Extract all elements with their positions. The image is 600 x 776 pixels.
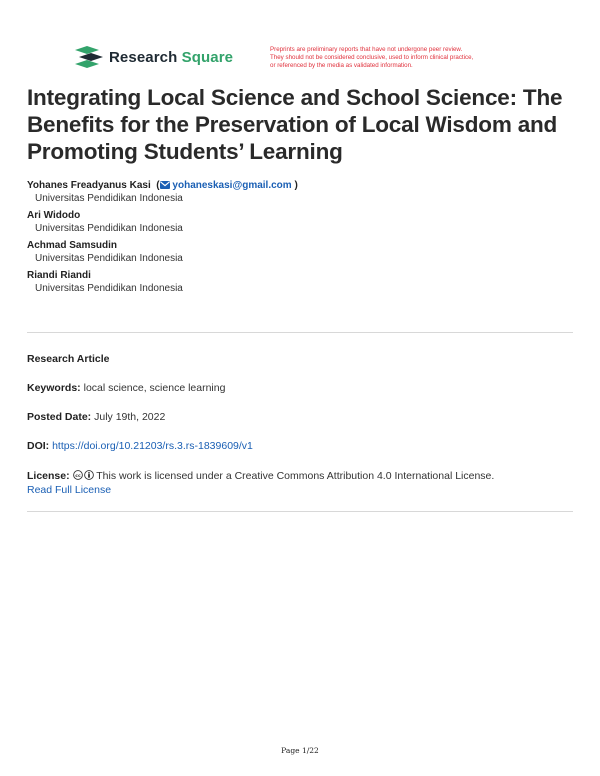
author-entry: Yohanes Freadyanus Kasi ( yohaneskasi@gmail.com ) Universitas Pendidikan Indonesia [27,179,577,206]
author-affiliation: Universitas Pendidikan Indonesia [35,193,183,204]
research-square-logo-icon [75,46,103,68]
doi [27,439,577,453]
page-number: Page 1/22 [281,746,319,755]
logo-word-research: Research [109,48,178,66]
keywords [27,381,577,395]
disclaimer-line: They should not be considered conclusive, used to inform clinical practice, [270,54,474,62]
doi-label: DOI: [27,440,50,452]
header [75,46,545,76]
envelope-icon [160,181,170,189]
author-affiliation: Universitas Pendidikan Indonesia [35,283,183,294]
license-label: License: [27,470,70,482]
article-type-label: Research Article [27,353,110,365]
license-text: This work is licensed under a Creative Commons Attribution 4.0 International License. [96,470,495,482]
logo-text [109,49,233,66]
keywords-value: local science, science learning [83,382,226,394]
preprint-disclaimer [270,46,540,71]
author-entry [27,269,577,296]
author-name: Riandi Riandi [27,270,91,281]
doi-link[interactable]: https://doi.org/10.21203/rs.3.rs-1839609/v1 [52,440,253,452]
posted-date-value: July 19th, 2022 [94,411,166,423]
author-entry [27,209,577,236]
research-square-logo[interactable] [75,46,233,68]
cc-icons [73,470,94,480]
author-affiliation: Universitas Pendidikan Indonesia [35,223,183,234]
divider [27,511,573,512]
posted-date-label: Posted Date: [27,411,92,423]
author-affiliation: Universitas Pendidikan Indonesia [35,253,183,264]
author-list [27,179,577,299]
author-email-link[interactable]: yohaneskasi@gmail.com [172,180,292,191]
paper-title: Integrating Local Science and School Science: The Benefits for the Preservation of Local Wisdom and Promoting Students’ Learning [27,85,563,164]
posted-date [27,410,577,424]
license [27,469,577,497]
creative-commons-icon [73,470,83,480]
disclaimer-line: Preprints are preliminary reports that have not undergone peer review. [270,46,463,53]
logo-word-square: Square [181,48,234,66]
read-full-license-link[interactable]: Read Full License [27,484,112,496]
svg-text:cc: cc [74,473,81,479]
author-name: Ari Widodo [27,210,81,221]
author-name: Achmad Samsudin [27,240,118,251]
disclaimer-line: or referenced by the media as validated information. [270,62,413,70]
divider [27,332,573,333]
keywords-label: Keywords: [27,382,81,394]
author-name: Yohanes Freadyanus Kasi [27,180,151,191]
article-type [27,352,577,366]
attribution-icon [84,470,94,480]
author-entry [27,239,577,266]
